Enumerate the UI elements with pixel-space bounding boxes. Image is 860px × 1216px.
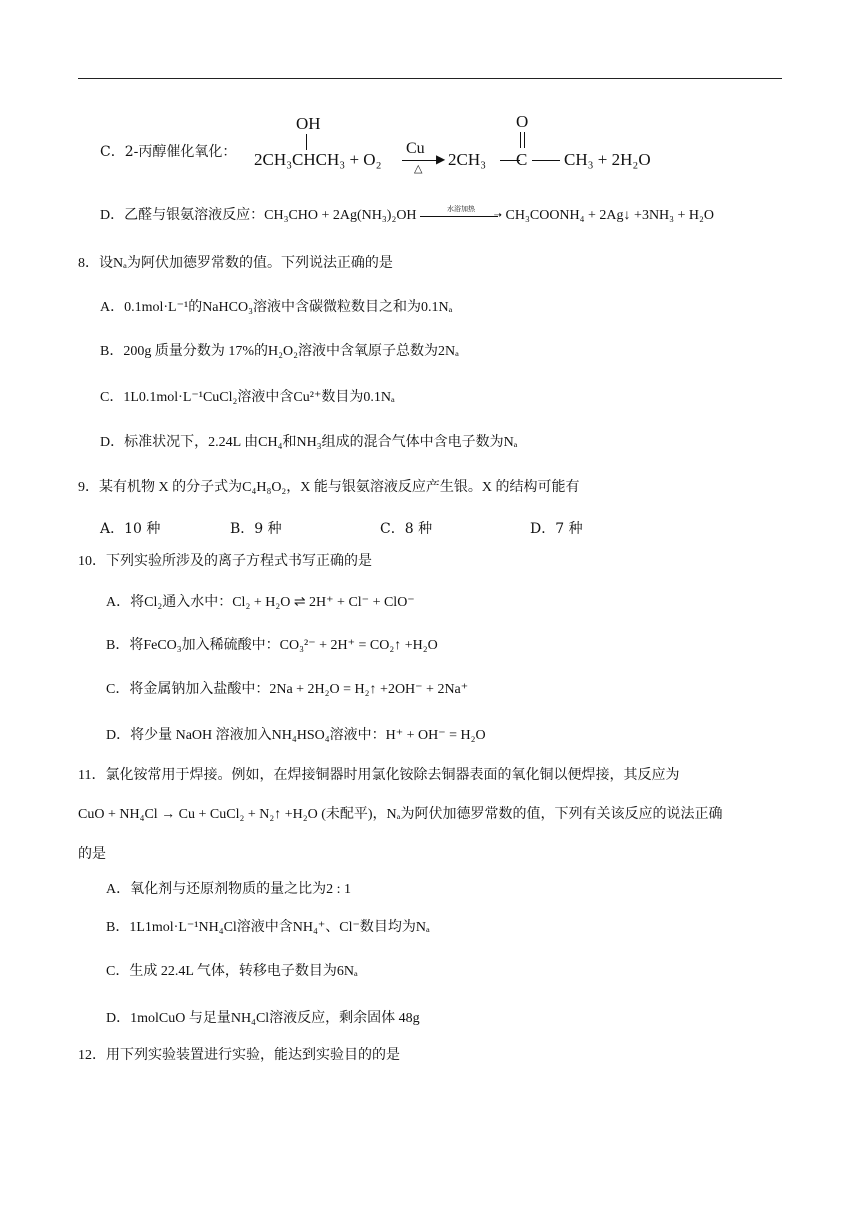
q11-stem-line2: CuO + NH₄Cl → Cu + CuCl₂ + N₂↑ +H₂O (未配平)，Nₐ为阿伏加德罗常数的值，下列有关该反应的说法正确 [78,807,723,822]
q9-option-c: C．8 种 [380,521,433,537]
arrow-head: ▶ [436,152,446,166]
carbonyl-oxygen: O [516,112,529,131]
q9-stem: 9．某有机物 X 的分子式为C₄H₈O₂，X 能与银氨溶液反应产生银。X 的结构可能有 [78,480,580,495]
reaction-condition: 水浴加热 [447,204,476,213]
q8-stem: 8．设Nₐ为阿伏加德罗常数的值。下列说法正确的是 [78,256,393,271]
q12-stem: 12．用下列实验装置进行实验，能达到实验目的的是 [78,1048,400,1063]
oh-group: OH [296,114,321,133]
product-ch3-left: 2CH₃ [448,150,487,169]
q7-option-c-label: C．2-丙醇催化氧化： [100,144,237,160]
q11-stem-line1: 11．氯化铵常用于焊接。例如，在焊接铜器时用氯化铵除去铜器表面的氧化铜以便焊接，其反应为 [78,768,680,783]
q11-option-b: B．1L1mol·L⁻¹NH₄Cl溶液中含NH₄⁺、Cl⁻数目均为Nₐ [106,920,430,935]
q9-option-a: A．10 种 [100,521,161,537]
carbonyl-carbon: C [516,150,528,169]
oh-bond [306,134,307,150]
arrow-head-icon: ➝ [493,209,503,221]
q11-stem-line3: 的是 [78,847,106,862]
q9-option-b: B．9 种 [230,521,282,537]
q7-option-d-rhs: CH₃COONH₄ + 2Ag↓ +3NH₃ + H₂O [505,208,715,223]
q7-option-d-arrow [420,204,503,224]
q7-option-c-equation [254,112,674,176]
reactants: 2CH₃CHCH₃ + O₂ [254,150,382,169]
q11-option-c: C．生成 22.4L 气体，转移电子数目为6Nₐ [106,964,358,979]
q7-option-d [100,206,714,226]
q9-option-d: D．7 种 [530,521,583,537]
q11-option-a: A．氧化剂与还原剂物质的量之比为2 : 1 [106,882,351,897]
q11-option-d: D．1molCuO 与足量NH₄Cl溶液反应，剩余固体 48g [106,1011,420,1026]
heat-symbol: △ [414,163,423,175]
bond-right [532,160,560,161]
q7-option-d-lhs: CH₃CHO + 2Ag(NH₃)₂OH [264,208,417,223]
q10-option-d: D．将少量 NaOH 溶液加入NH₄HSO₄溶液中：H⁺ + OH⁻ = H₂O [106,728,486,743]
q8-option-c: C．1L0.1mol·L⁻¹CuCl₂溶液中含Cu²⁺数目为0.1Nₐ [100,390,395,405]
q8-option-b: B．200g 质量分数为 17%的H₂O₂溶液中含氧原子总数为2Nₐ [100,344,459,359]
q7-option-d-label: D．乙醛与银氨溶液反应： [100,208,265,223]
q8-option-d: D．标准状况下，2.24L 由CH₄和NH₃组成的混合气体中含电子数为Nₐ [100,435,518,450]
header-rule [78,78,782,79]
catalyst: Cu [406,140,425,157]
product-right: CH₃ + 2H₂O [564,150,651,169]
q10-stem: 10．下列实验所涉及的离子方程式书写正确的是 [78,554,372,569]
q10-option-a: A．将Cl₂通入水中：Cl₂ + H₂O ⇌ 2H⁺ + Cl⁻ + ClO⁻ [106,595,415,610]
carbonyl-double-bond [520,132,525,148]
q8-option-a: A．0.1mol·L⁻¹的NaHCO₃溶液中含碳微粒数目之和为0.1Nₐ [100,300,453,315]
q10-option-c: C．将金属钠加入盐酸中：2Na + 2H₂O = H₂↑ +2OH⁻ + 2Na⁺ [106,682,469,697]
q10-option-b: B．将FeCO₃加入稀硫酸中：CO₃²⁻ + 2H⁺ = CO₂↑ +H₂O [106,638,438,653]
